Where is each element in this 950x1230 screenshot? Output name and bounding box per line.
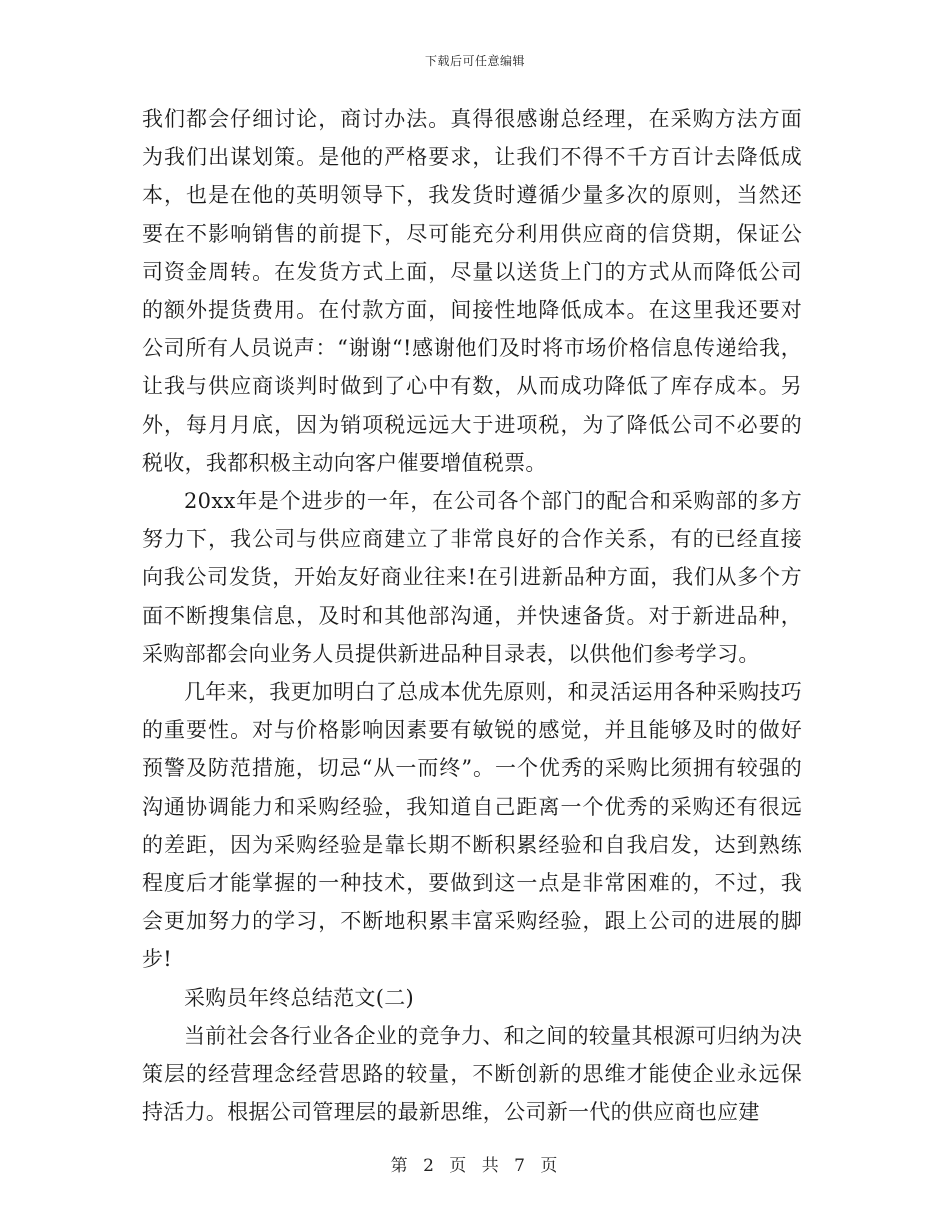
paragraph-competition: 当前社会各行业各企业的竞争力、和之间的较量其根源可归纳为决策层的经营理念经营思路的较量，不断创新的思维才能使企业永远保持活力。根据公司管理层的最新思维，公司新一代的供应商也应建: [142, 1023, 802, 1125]
section-heading: 采购员年终总结范文(二): [184, 985, 414, 1010]
page-number: 第 2 页 共 7 页: [390, 1156, 560, 1176]
paragraph-progress-year: 20xx年是个进步的一年，在公司各个部门的配合和采购部的多方努力下，我公司与供应商建立了非常良好的合作关系，有的已经直接向我公司发货，开始友好商业往来!在引进新品种方面，我们从多个方面不断搜集信息，及时和其他部沟通，并快速备货。对于新进品种，采购部都会向业务人员提供新进品种目录表，以供他们参考学习。: [142, 489, 802, 666]
document-body: [142, 100, 802, 1131]
paragraph-continuation: 我们都会仔细讨论，商讨办法。真得很感谢总经理，在采购方法方面为我们出谋划策。是他的严格要求，让我们不得不千方百计去降低成本，也是在他的英明领导下，我发货时遵循少量多次的原则，当然还要在不影响销售的前提下，尽可能充分利用供应商的信贷期，保证公司资金周转。在发货方式上面，尽量以送货上门的方式从而降低公司的额外提货费用。在付款方面，间接性地降低成本。在这里我还要对公司所有人员说声：“谢谢“!感谢他们及时将市场价格信息传递给我，让我与供应商谈判时做到了心中有数，从而成功降低了库存成本。另外，每月月底，因为销项税远远大于进项税，为了降低公司不必要的税收，我都积极主动向客户催要增值税票。: [142, 107, 802, 475]
page-header: 下载后可任意编辑: [424, 54, 525, 68]
paragraph-experience: 几年来，我更加明白了总成本优先原则，和灵活运用各种采购技巧的重要性。对与价格影响因素要有敏锐的感觉，并且能够及时的做好预警及防范措施，切忌“从一而终”。一个优秀的采购比须拥有较强的沟通协调能力和采购经验，我知道自己距离一个优秀的采购还有很远的差距，因为采购经验是靠长期不断积累经验和自我启发，达到熟练程度后才能掌握的一种技术，要做到这一点是非常困难的，不过，我会更加努力的学习，不断地积累丰富采购经验，跟上公司的进展的脚步!: [142, 680, 802, 972]
